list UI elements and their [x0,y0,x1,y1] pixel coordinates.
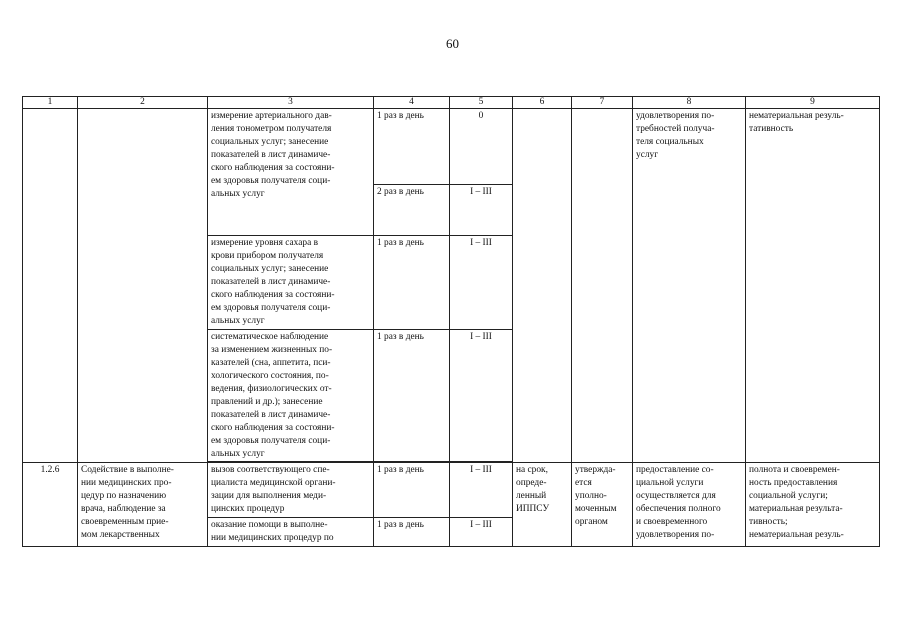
cost-cell: утвержда- ется уполно- моченным органом [572,463,633,547]
level-cell: I – III [450,236,513,330]
level-cell: I – III [450,185,513,236]
header-cell: 6 [513,97,572,109]
quality-cell: нематериальная резуль- тативность [746,109,880,463]
frequency-cell: 2 раз в день [374,185,450,236]
level-cell: I – III [450,518,513,547]
service-name-cell: Содействие в выполне- нии медицинских про- цедур по назначению врача, наблюдение за своевременным прие- мом лекарственных [78,463,208,547]
header-cell: 1 [23,97,78,109]
level-cell: I – III [450,463,513,518]
header-cell: 7 [572,97,633,109]
activity-cell: вызов соответствующего спе- циалиста медицинской органи- зации для выполнения меди- цинских процедур [208,463,374,518]
level-cell: 0 [450,109,513,185]
conditions-cell: удовлетворения по- требностей получа- теля социальных услуг [633,109,746,463]
service-name-cell [78,109,208,463]
activity-cell: оказание помощи в выполне- нии медицинских процедур по [208,518,374,547]
header-row [23,97,880,109]
activity-cell: систематическое наблюдение за изменением жизненных по- казателей (сна, аппетита, пси- хологического состояния, по- ведения, физиологических от- правлений и др.); занесение показателей в лист динамиче- ского наблюдения за состояни- ем здоровья получателя соци- альных услуг [208,329,374,462]
header-cell: 8 [633,97,746,109]
number-cell: 1.2.6 [23,463,78,547]
term-cell: на срок, опреде- ленный ИППСУ [513,463,572,547]
conditions-cell: предоставление со- циальной услуги осуществляется для обеспечения полного и своевременного удовлетворения по- [633,463,746,547]
table-row [23,463,880,518]
services-table [22,96,880,547]
activity-cell: измерение уровня сахара в крови прибором получателя социальных услуг; занесение показателей в лист динамиче- ского наблюдения за состояни- ем здоровья получателя соци- альных услуг [208,236,374,330]
quality-cell: полнота и своевремен- ность предоставления социальной услуги; материальная результа- тивность; нематериальная резуль- [746,463,880,547]
header-cell: 9 [746,97,880,109]
frequency-cell: 1 раз в день [374,236,450,330]
header-cell: 3 [208,97,374,109]
header-cell: 4 [374,97,450,109]
term-cell [513,109,572,463]
frequency-cell: 1 раз в день [374,463,450,518]
header-cell: 2 [78,97,208,109]
frequency-cell: 1 раз в день [374,109,450,185]
number-cell [23,109,78,463]
level-cell: I – III [450,329,513,462]
frequency-cell: 1 раз в день [374,518,450,547]
frequency-cell: 1 раз в день [374,329,450,462]
activity-cell: измерение артериального дав- ления тонометром получателя социальных услуг; занесение показателей в лист динамиче- ского наблюдения за состояни- ем здоровья получателя соци- альных услуг [208,109,374,236]
header-cell: 5 [450,97,513,109]
page-number: 60 [446,36,459,51]
table-row [23,109,880,185]
cost-cell [572,109,633,463]
